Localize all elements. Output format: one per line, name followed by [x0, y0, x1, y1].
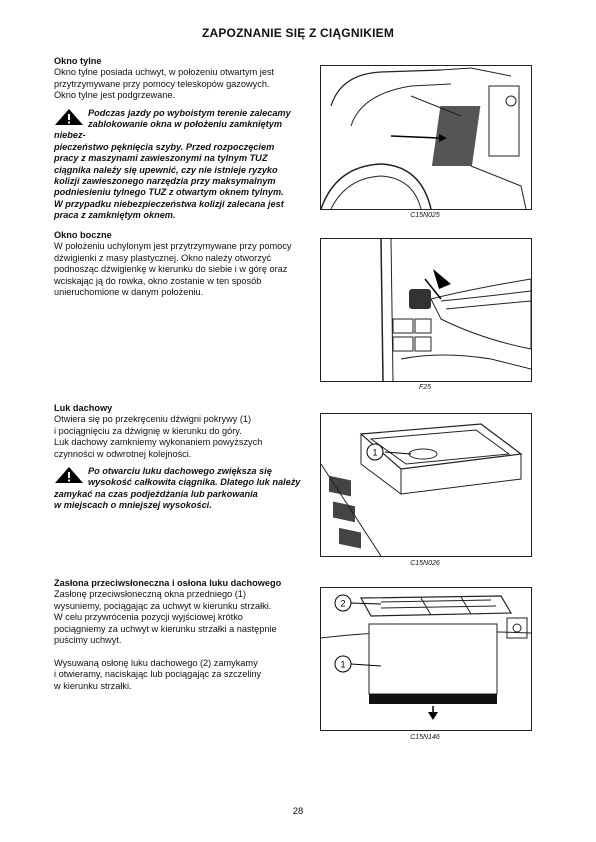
figure-caption: C15N025 [410, 212, 440, 219]
figure-sunshade [320, 587, 532, 731]
section-heading: Luk dachowy [54, 403, 113, 413]
figure-caption: C15N146 [410, 734, 440, 741]
section-sunshade [54, 578, 312, 692]
section-side-window [54, 230, 312, 298]
warning-text: Po otwarciu luku dachowego zwiększa się wysokość całkowita ciągnika. Dlatego luk należy zamykać na czas podjeżdżania lub parkowania w miejscach o mniejszej wysokości. [54, 466, 301, 511]
warning-icon [54, 108, 84, 126]
section-body: Otwiera się po przekręceniu dźwigni pokrywy (1) i pociągnięciu za dźwignię w kierunku do góry. Luk dachowy zamkniemy wykonaniem powyższych czynności w odwrotnej kolejności. [54, 414, 263, 459]
figure-rear-window [320, 65, 532, 210]
section-rear-window [54, 56, 312, 222]
section-body: W położeniu uchylonym jest przytrzymywane przy pomocy dźwigienki z masy plastycznej. Okno należy otworzyć podnosząc dźwigienkę w kierunku do siebie i w górę oraz wciskając ją do rowka, okno zostanie w ten sposób unieruchomione w danym położeniu. [54, 241, 292, 298]
callout-1: 1 [340, 659, 346, 670]
figure-side-window [320, 238, 532, 382]
figure-roof-hatch [320, 413, 532, 557]
figure-caption: F25 [418, 384, 432, 391]
page-title: ZAPOZNANIE SIĘ Z CIĄGNIKIEM [201, 26, 395, 40]
warning-icon [54, 466, 84, 484]
callout-2: 2 [340, 598, 346, 609]
section-heading: Okno boczne [54, 230, 112, 240]
figure-caption: C15N026 [410, 560, 440, 567]
section-body: Okno tylne posiada uchwyt, w położeniu otwartym jest przytrzymywane przy pomocy teleskopów gazowych. Okno tylne jest podgrzewane. [54, 67, 275, 101]
section-heading: Okno tylne [54, 56, 102, 66]
section-roof-hatch [54, 403, 312, 512]
section-heading: Zasłona przeciwsłoneczna i osłona luku dachowego [54, 578, 282, 588]
page-number: 28 [292, 806, 304, 817]
warning-text: Podczas jazdy po wyboistym terenie zalecamy zablokowanie okna w położeniu zamkniętym niebez- pieczeństwo pęknięcia szyby. Przed rozpoczęciem pracy z maszynami zawieszonymi na tylnym TUZ ciągnika należy się upewnić, czy nie istnieje ryzyko kolizji zawieszonego narzędzia przy maksymalnym podniesieniu tylnego TUZ z otwartym oknem tylnym. W przypadku niebezpieczeństwa kolizji zalecana jest praca z zamkniętym oknem. [54, 107, 291, 221]
callout-1: 1 [372, 447, 378, 458]
section-body: Zasłonę przeciwsłoneczną okna przedniego (1) wysuniemy, pociągając za uchwyt w kierunku strzałki. W celu przywrócenia pozycji wyjściowej krótko pociągniemy za uchwyt w kierunku strzałki a następnie puścimy uchwyt. Wysuwaną osłonę luku dachowego (2) zamykamy i otwieramy, naciskając lub pociągając za szczeliny w kierunku strzałki. [54, 589, 277, 691]
